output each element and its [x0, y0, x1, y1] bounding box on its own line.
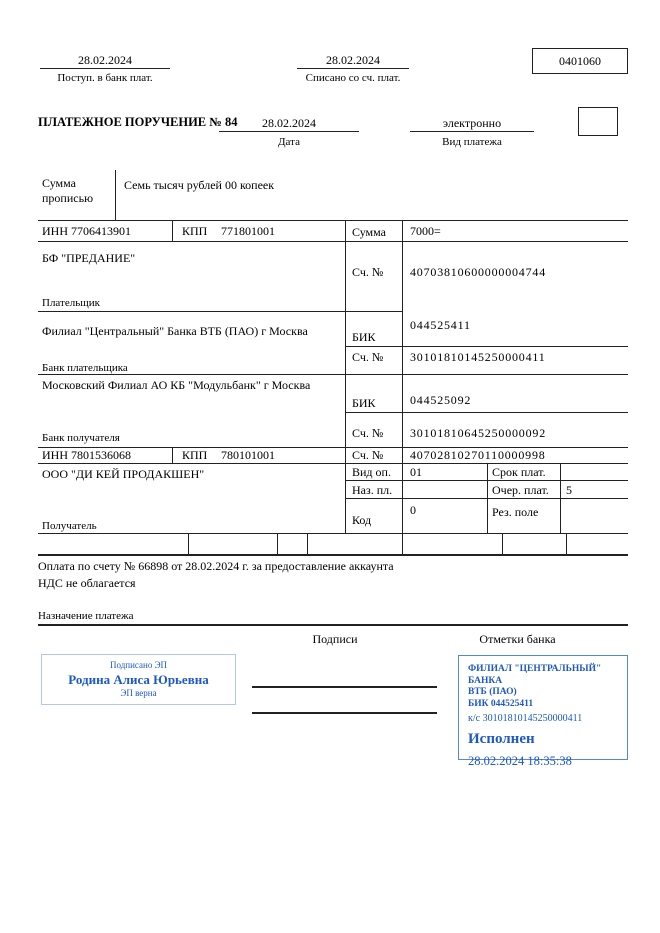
- payer-caption: Плательщик: [42, 297, 100, 309]
- tax-fields-row-divider: [502, 533, 503, 554]
- payee-kpp-value: 780101001: [221, 448, 275, 462]
- grid-line-v: [172, 447, 173, 463]
- payee-bank-caption: Банк получателя: [42, 432, 120, 444]
- payer-account-number: 40703810600000004744: [410, 265, 546, 279]
- payer-account-label: Сч. №: [352, 265, 384, 279]
- date-label: Дата: [278, 136, 300, 148]
- purpose-underline: [38, 624, 628, 626]
- payee-name: ООО "ДИ КЕЙ ПРОДАКШЕН": [42, 467, 205, 481]
- payment-kind-value: электронно: [410, 115, 534, 132]
- payer-bank-name: Филиал "Центральный" Банка ВТБ (ПАО) г Москва: [42, 324, 308, 338]
- naz-pl-label: Наз. пл.: [352, 483, 393, 497]
- bank-stamp-datetime: 28.02.2024 18:35:38: [468, 754, 572, 768]
- payee-bank-name: Московский Филиал АО КБ "Модульбанк" г Москва: [42, 378, 311, 392]
- esign-signer-name: Родина Алиса Юрьевна: [68, 672, 209, 687]
- bank-marks-caption: Отметки банка: [479, 632, 556, 646]
- amount-words-label-line1: Сумма: [42, 176, 76, 190]
- purpose-text-line1: Оплата по счету № 66898 от 28.02.2024 г. за предоставление аккаунта: [38, 559, 394, 573]
- srok-plat-label: Срок плат.: [492, 465, 546, 479]
- received-in-bank-label: Поступ. в банк плат.: [57, 72, 153, 84]
- grid-line-h: [38, 554, 628, 556]
- grid-line-h: [38, 463, 628, 464]
- vid-op-label: Вид оп.: [352, 465, 391, 479]
- tax-fields-row-divider: [566, 533, 567, 554]
- payee-kpp-label: КПП: [182, 448, 208, 462]
- amount-words-value: Семь тысяч рублей 00 копеек: [124, 178, 275, 192]
- grid-line-h: [345, 346, 628, 347]
- payer-bank-account-number: 30101810145250000411: [410, 350, 546, 364]
- document-date: 28.02.2024: [219, 115, 359, 132]
- tax-fields-row-divider: [277, 533, 278, 554]
- debited-label: Списано со сч. плат.: [305, 72, 401, 84]
- payer-name: БФ "ПРЕДАНИЕ": [42, 251, 136, 265]
- esign-stamp: [41, 654, 236, 705]
- grid-line-h: [345, 412, 628, 413]
- rez-pole-label: Рез. поле: [492, 505, 539, 519]
- status-code-box: [578, 107, 618, 136]
- payer-bank-bik-value: 044525411: [410, 318, 471, 332]
- tax-fields-row-divider: [402, 533, 403, 554]
- grid-line-v: [487, 463, 488, 533]
- kod-label: Код: [352, 513, 372, 527]
- payee-bank-account-label: Сч. №: [352, 426, 384, 440]
- document-title: ПЛАТЕЖНОЕ ПОРУЧЕНИЕ № 84: [38, 115, 238, 129]
- esign-valid-label: ЭП верна: [120, 688, 157, 698]
- bank-stamp-line2: ВТБ (ПАО): [468, 687, 517, 697]
- grid-line-h: [38, 241, 628, 242]
- amount-words-label-line2: прописью: [42, 191, 94, 205]
- tax-fields-row-divider: [188, 533, 189, 554]
- grid-line-v: [172, 220, 173, 241]
- bank-stamp: [458, 655, 628, 768]
- vid-op-value: 01: [410, 465, 422, 479]
- ocher-plat-value: 5: [566, 483, 572, 497]
- grid-line-h: [38, 220, 628, 221]
- form-code-box: 0401060: [532, 48, 628, 74]
- payee-bank-bik-label: БИК: [352, 396, 376, 410]
- payee-bank-account-number: 30101810645250000092: [410, 426, 546, 440]
- signatures-caption: Подписи: [312, 632, 358, 646]
- received-in-bank-date: 28.02.2024: [40, 52, 170, 69]
- payee-caption: Получатель: [42, 520, 97, 532]
- payer-inn: ИНН 7706413901: [42, 224, 131, 238]
- payer-kpp-value: 771801001: [221, 224, 275, 238]
- payer-kpp-label: КПП: [182, 224, 208, 238]
- payee-account-label: Сч. №: [352, 448, 384, 462]
- grid-line-v: [560, 463, 561, 533]
- grid-line-v: [402, 220, 403, 533]
- esign-signed-label: Подписано ЭП: [109, 660, 168, 670]
- grid-line-v: [115, 170, 116, 220]
- signature-line-2: [252, 712, 437, 714]
- grid-line-h: [38, 533, 628, 534]
- grid-line-h: [38, 311, 402, 312]
- payee-inn: ИНН 7801536068: [42, 448, 131, 462]
- payer-bank-bik-label: БИК: [352, 330, 376, 344]
- sum-label: Сумма: [352, 225, 386, 239]
- grid-line-v: [345, 220, 346, 533]
- debited-date: 28.02.2024: [297, 52, 409, 69]
- payer-bank-caption: Банк плательщика: [42, 362, 128, 374]
- signature-line-1: [252, 686, 437, 688]
- purpose-caption: Назначение платежа: [38, 610, 134, 622]
- ocher-plat-label: Очер. плат.: [492, 483, 549, 497]
- bank-stamp-status: Исполнен: [468, 731, 535, 747]
- tax-fields-row-divider: [307, 533, 308, 554]
- kod-value: 0: [410, 503, 416, 517]
- payee-account-number: 40702810270110000998: [410, 448, 546, 462]
- bank-stamp-bik: БИК 044525411: [468, 698, 534, 709]
- bank-stamp-line1: ФИЛИАЛ "ЦЕНТРАЛЬНЫЙ" БАНКА: [468, 664, 602, 686]
- bank-stamp-corr-account: к/с 30101810145250000411: [468, 713, 583, 724]
- payment-kind-label: Вид платежа: [442, 136, 502, 148]
- purpose-text-line2: НДС не облагается: [38, 576, 136, 590]
- payee-bank-bik-value: 044525092: [410, 393, 472, 407]
- payer-bank-account-label: Сч. №: [352, 350, 384, 364]
- sum-value: 7000=: [410, 224, 441, 238]
